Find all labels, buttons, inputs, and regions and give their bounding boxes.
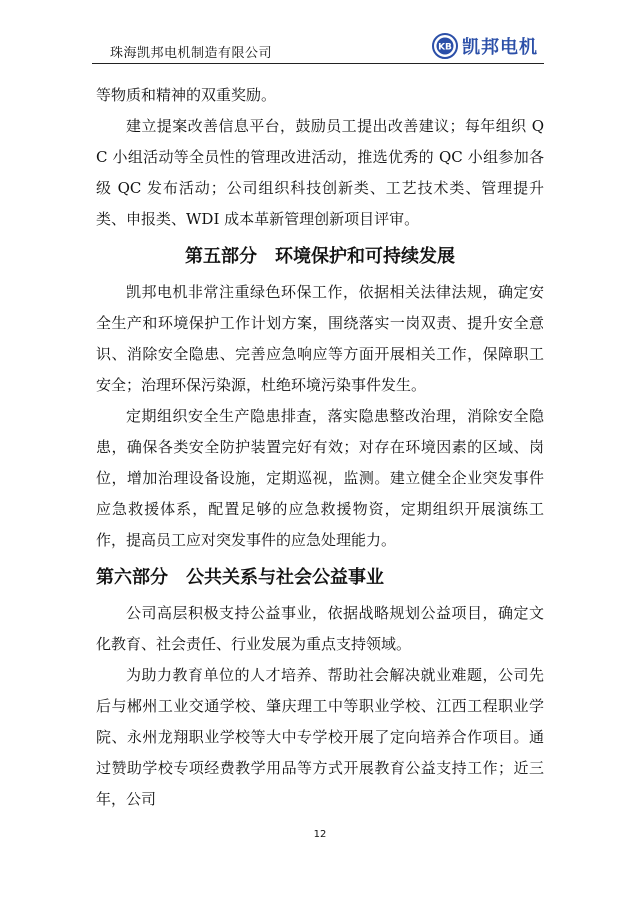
page-header <box>0 0 640 70</box>
paragraph-education: 为助力教育单位的人才培养、帮助社会解决就业难题，公司先后与郴州工业交通学校、肇庆理工中等职业学校、江西工程职业学院、永州龙翔职业学校等大中专学校开展了定向培养合作项目。通过赞助学校专项经费教学用品等方式开展教育公益支持工作；近三年，公司 <box>96 666 544 808</box>
paragraph-green: 凯邦电机非常注重绿色环保工作，依据相关法律法规，确定安全生产和环境保护工作计划方案，围绕落实一岗双责、提升安全意识、消除安全隐患、完善应急响应等方面开展相关工作，保障职工安全；治理环保污染源，杜绝环境污染事件发生。 <box>96 283 544 394</box>
section-heading-public-relations: 第六部分 公共关系与社会公益事业 <box>96 567 384 588</box>
paragraph-charity: 公司高层积极支持公益事业，依据战略规划公益项目，确定文化教育、社会责任、行业发展为重点支持领域。 <box>96 604 544 653</box>
header-divider <box>92 63 544 64</box>
kb-logo-icon <box>432 33 458 59</box>
paragraph-improvement: 建立提案改善信息平台，鼓励员工提出改善建议；每年组织 QC 小组活动等全员性的管理改进活动，推选优秀的 QC 小组参加各级 QC 发布活动；公司组织科技创新类、工艺技术类、管理提升类、申报类、WDI 成本革新管理创新项目评审。 <box>96 117 544 228</box>
paragraph-safety: 定期组织安全生产隐患排查，落实隐患整改治理，消除安全隐患，确保各类安全防护装置完好有效；对存在环境因素的区域、岗位，增加治理设备设施，定期巡视，监测。建立健全企业突发事件应急救援体系，配置足够的应急救援物资，定期组织开展演练工作，提高员工应对突发事件的应急处理能力。 <box>96 407 544 549</box>
document-body <box>96 80 544 815</box>
company-logo <box>432 33 538 59</box>
logo-mark-text: KB <box>438 42 452 53</box>
section-heading-environment: 第五部分 环境保护和可持续发展 <box>185 246 455 267</box>
paragraph-reward: 等物质和精神的双重奖励。 <box>96 86 277 104</box>
logo-text: 凯邦电机 <box>462 37 538 58</box>
company-name: 珠海凯邦电机制造有限公司 <box>110 46 273 61</box>
page-number: 12 <box>313 829 327 840</box>
